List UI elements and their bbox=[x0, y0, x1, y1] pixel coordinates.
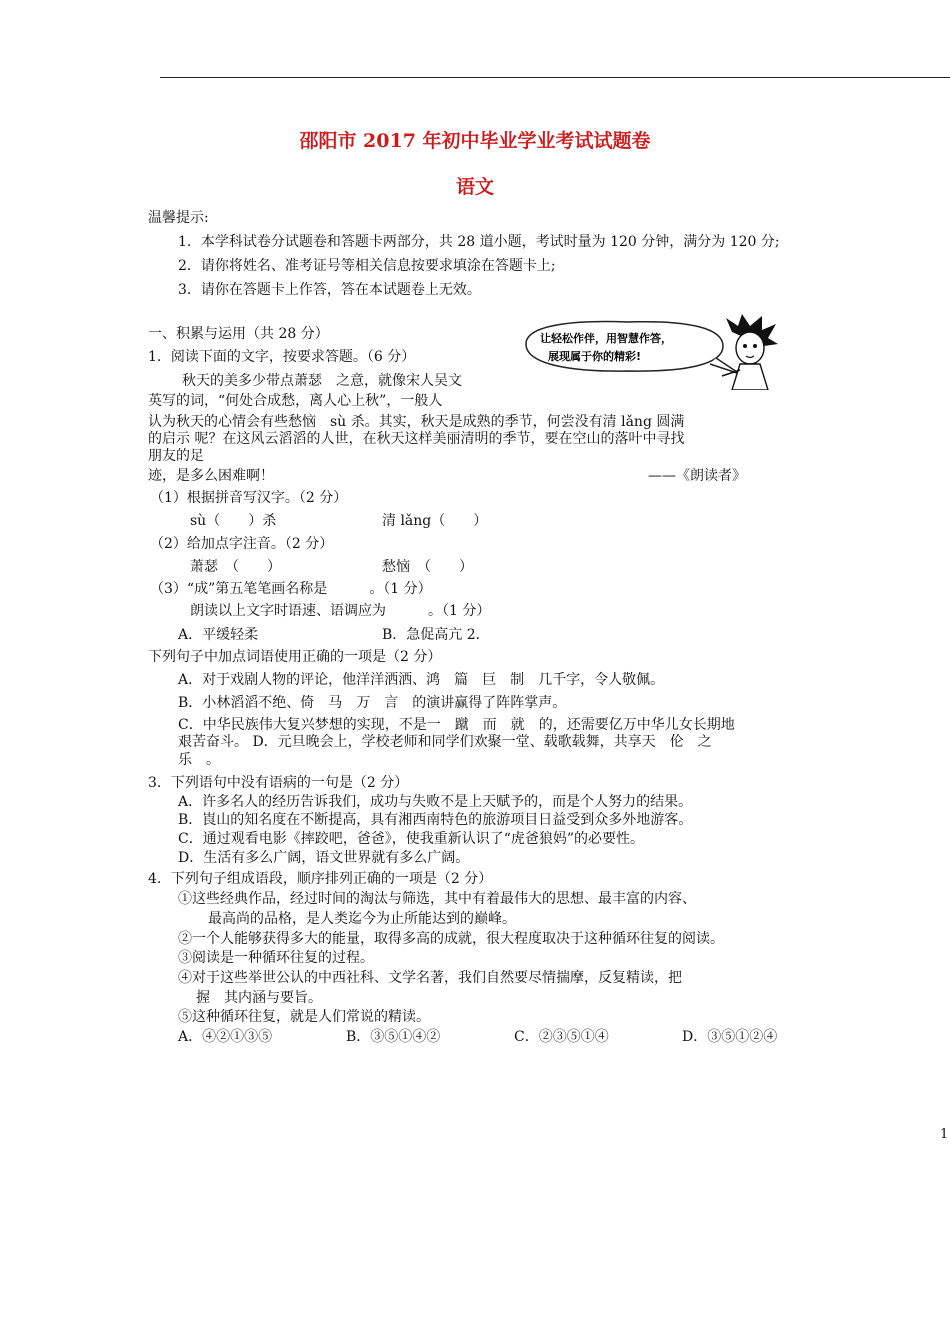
option: B．急促高亢 2． bbox=[382, 627, 490, 643]
sentence-item: ②一个人能够获得多大的能量，取得多高的成就，很大程度取决于这种循环往复的阅读。 bbox=[178, 931, 724, 947]
passage-line: 秋天的美多少带点萧瑟 之意，就像宋人吴文 bbox=[182, 373, 462, 389]
sub-question: （2）给加点字注音。（2 分） bbox=[150, 536, 334, 552]
tip-line: 1．本学科试卷分试题卷和答题卡两部分，共 28 道小题，考试时量为 120 分钟，满分为 120 分; bbox=[178, 234, 780, 250]
passage-line: 迹，是多么困难啊！ bbox=[148, 468, 274, 484]
question-stem: 下列句子中加点词语使用正确的一项是（2 分） bbox=[148, 649, 442, 665]
question-stem: 1．阅读下面的文字，按要求答题。（6 分） bbox=[148, 349, 416, 365]
option: C．中华民族伟大复兴梦想的实现，不是一 蹴 而 就 的，还需要亿万中华儿女长期地 bbox=[178, 717, 735, 733]
option: D．③⑤①②④ bbox=[682, 1029, 778, 1045]
sub-question: （1）根据拼音写汉字。（2 分） bbox=[150, 490, 348, 506]
question-stem: 3．下列语句中没有语病的一句是（2 分） bbox=[148, 775, 409, 791]
cartoon-speech-illustration bbox=[518, 314, 786, 390]
option: 乐 。 bbox=[178, 752, 220, 768]
sentence-item: 握 其内涵与要旨。 bbox=[196, 990, 322, 1006]
cartoon-text-line: 展现属于你的精彩! bbox=[548, 350, 642, 363]
sentence-item: ⑤这种循环往复，就是人们常说的精读。 bbox=[178, 1009, 430, 1025]
option: B．③⑤①④② bbox=[346, 1029, 441, 1045]
exam-title: 邵阳市 2017 年初中毕业学业考试试题卷 bbox=[299, 130, 651, 152]
question-stem: 4．下列句子组成语段，顺序排列正确的一项是（2 分） bbox=[148, 871, 493, 887]
option: A．平缓轻柔 bbox=[178, 627, 259, 643]
option: C．通过观看电影《摔跤吧，爸爸》，使我重新认识了“虎爸狼妈”的必要性。 bbox=[178, 831, 645, 847]
option: D．生活有多么广阔，语文世界就有多么广阔。 bbox=[178, 850, 470, 866]
option: C．②③⑤①④ bbox=[514, 1029, 609, 1045]
sub-question: （3）“成”第五笔笔画名称是 。（1 分） bbox=[150, 581, 432, 597]
tip-line: 2．请你将姓名、准考证号等相关信息按要求填涂在答题卡上; bbox=[178, 258, 556, 274]
speech-bubble bbox=[526, 322, 723, 372]
option: B．崀山的知名度在不断提高，具有湘西南特色的旅游项目日益受到众多外地游客。 bbox=[178, 812, 693, 828]
passage-source: ——《朗读者》 bbox=[648, 468, 746, 484]
sentence-item: ④对于这些举世公认的中西社科、文学名著，我们自然要尽情揣摩，反复精读，把 bbox=[178, 970, 682, 986]
option: A．对于戏剧人物的评论，他洋洋洒洒、鸿 篇 巨 制 几千字，令人敬佩。 bbox=[178, 672, 665, 688]
page-number: 1 bbox=[940, 1127, 949, 1142]
top-rule bbox=[160, 77, 950, 78]
sentence-item: 最高尚的品格，是人类迄今为止所能达到的巅峰。 bbox=[208, 911, 516, 927]
sub-question: 朗读以上文字时语速、语调应为 。（1 分） bbox=[190, 603, 491, 619]
option: B．小林滔滔不绝、倚 马 万 言 的演讲赢得了阵阵掌声。 bbox=[178, 695, 567, 711]
answer-blank: 愁恼 （ ） bbox=[382, 559, 473, 575]
option: A．许多名人的经历告诉我们，成功与失败不是上天赋予的，而是个人努力的结果。 bbox=[178, 794, 693, 810]
passage-line: 的启示 呢？在这风云滔滔的人世，在秋天这样美丽清明的季节，要在空山的落叶中寻找 bbox=[148, 431, 685, 447]
section-heading: 一、积累与运用（共 28 分） bbox=[148, 326, 329, 342]
answer-blank: 萧瑟 （ ） bbox=[190, 559, 281, 575]
answer-blank: sù（ ）杀 bbox=[190, 513, 277, 529]
exam-subject: 语文 bbox=[455, 176, 494, 198]
answer-blank: 清 lǎng（ ） bbox=[382, 513, 488, 529]
passage-line: 朋友的足 bbox=[148, 448, 204, 464]
sentence-item: ①这些经典作品，经过时间的淘汰与筛选，其中有着最伟大的思想、最丰富的内容、 bbox=[178, 891, 696, 907]
passage-line: 英写的词，“何处合成愁，离人心上秋”，一般人 bbox=[148, 393, 443, 409]
option: 艰苦奋斗。 D．元旦晚会上，学校老师和同学们欢聚一堂、载歌载舞，共享天 伦 之 bbox=[178, 734, 712, 750]
girl-figure bbox=[722, 314, 778, 390]
option: A．④②①③⑤ bbox=[178, 1029, 273, 1045]
sentence-item: ③阅读是一种循环往复的过程。 bbox=[178, 950, 374, 966]
tips-heading: 温馨提示: bbox=[148, 210, 209, 226]
cartoon-text-line: 让轻松作伴，用智慧作答， bbox=[540, 332, 672, 345]
passage-line: 认为秋天的心情会有些愁恼 sù 杀。其实，秋天是成熟的季节，何尝没有清 lǎng 圆满 bbox=[148, 414, 685, 430]
tip-line: 3．请你在答题卡上作答，答在本试题卷上无效。 bbox=[178, 282, 481, 298]
